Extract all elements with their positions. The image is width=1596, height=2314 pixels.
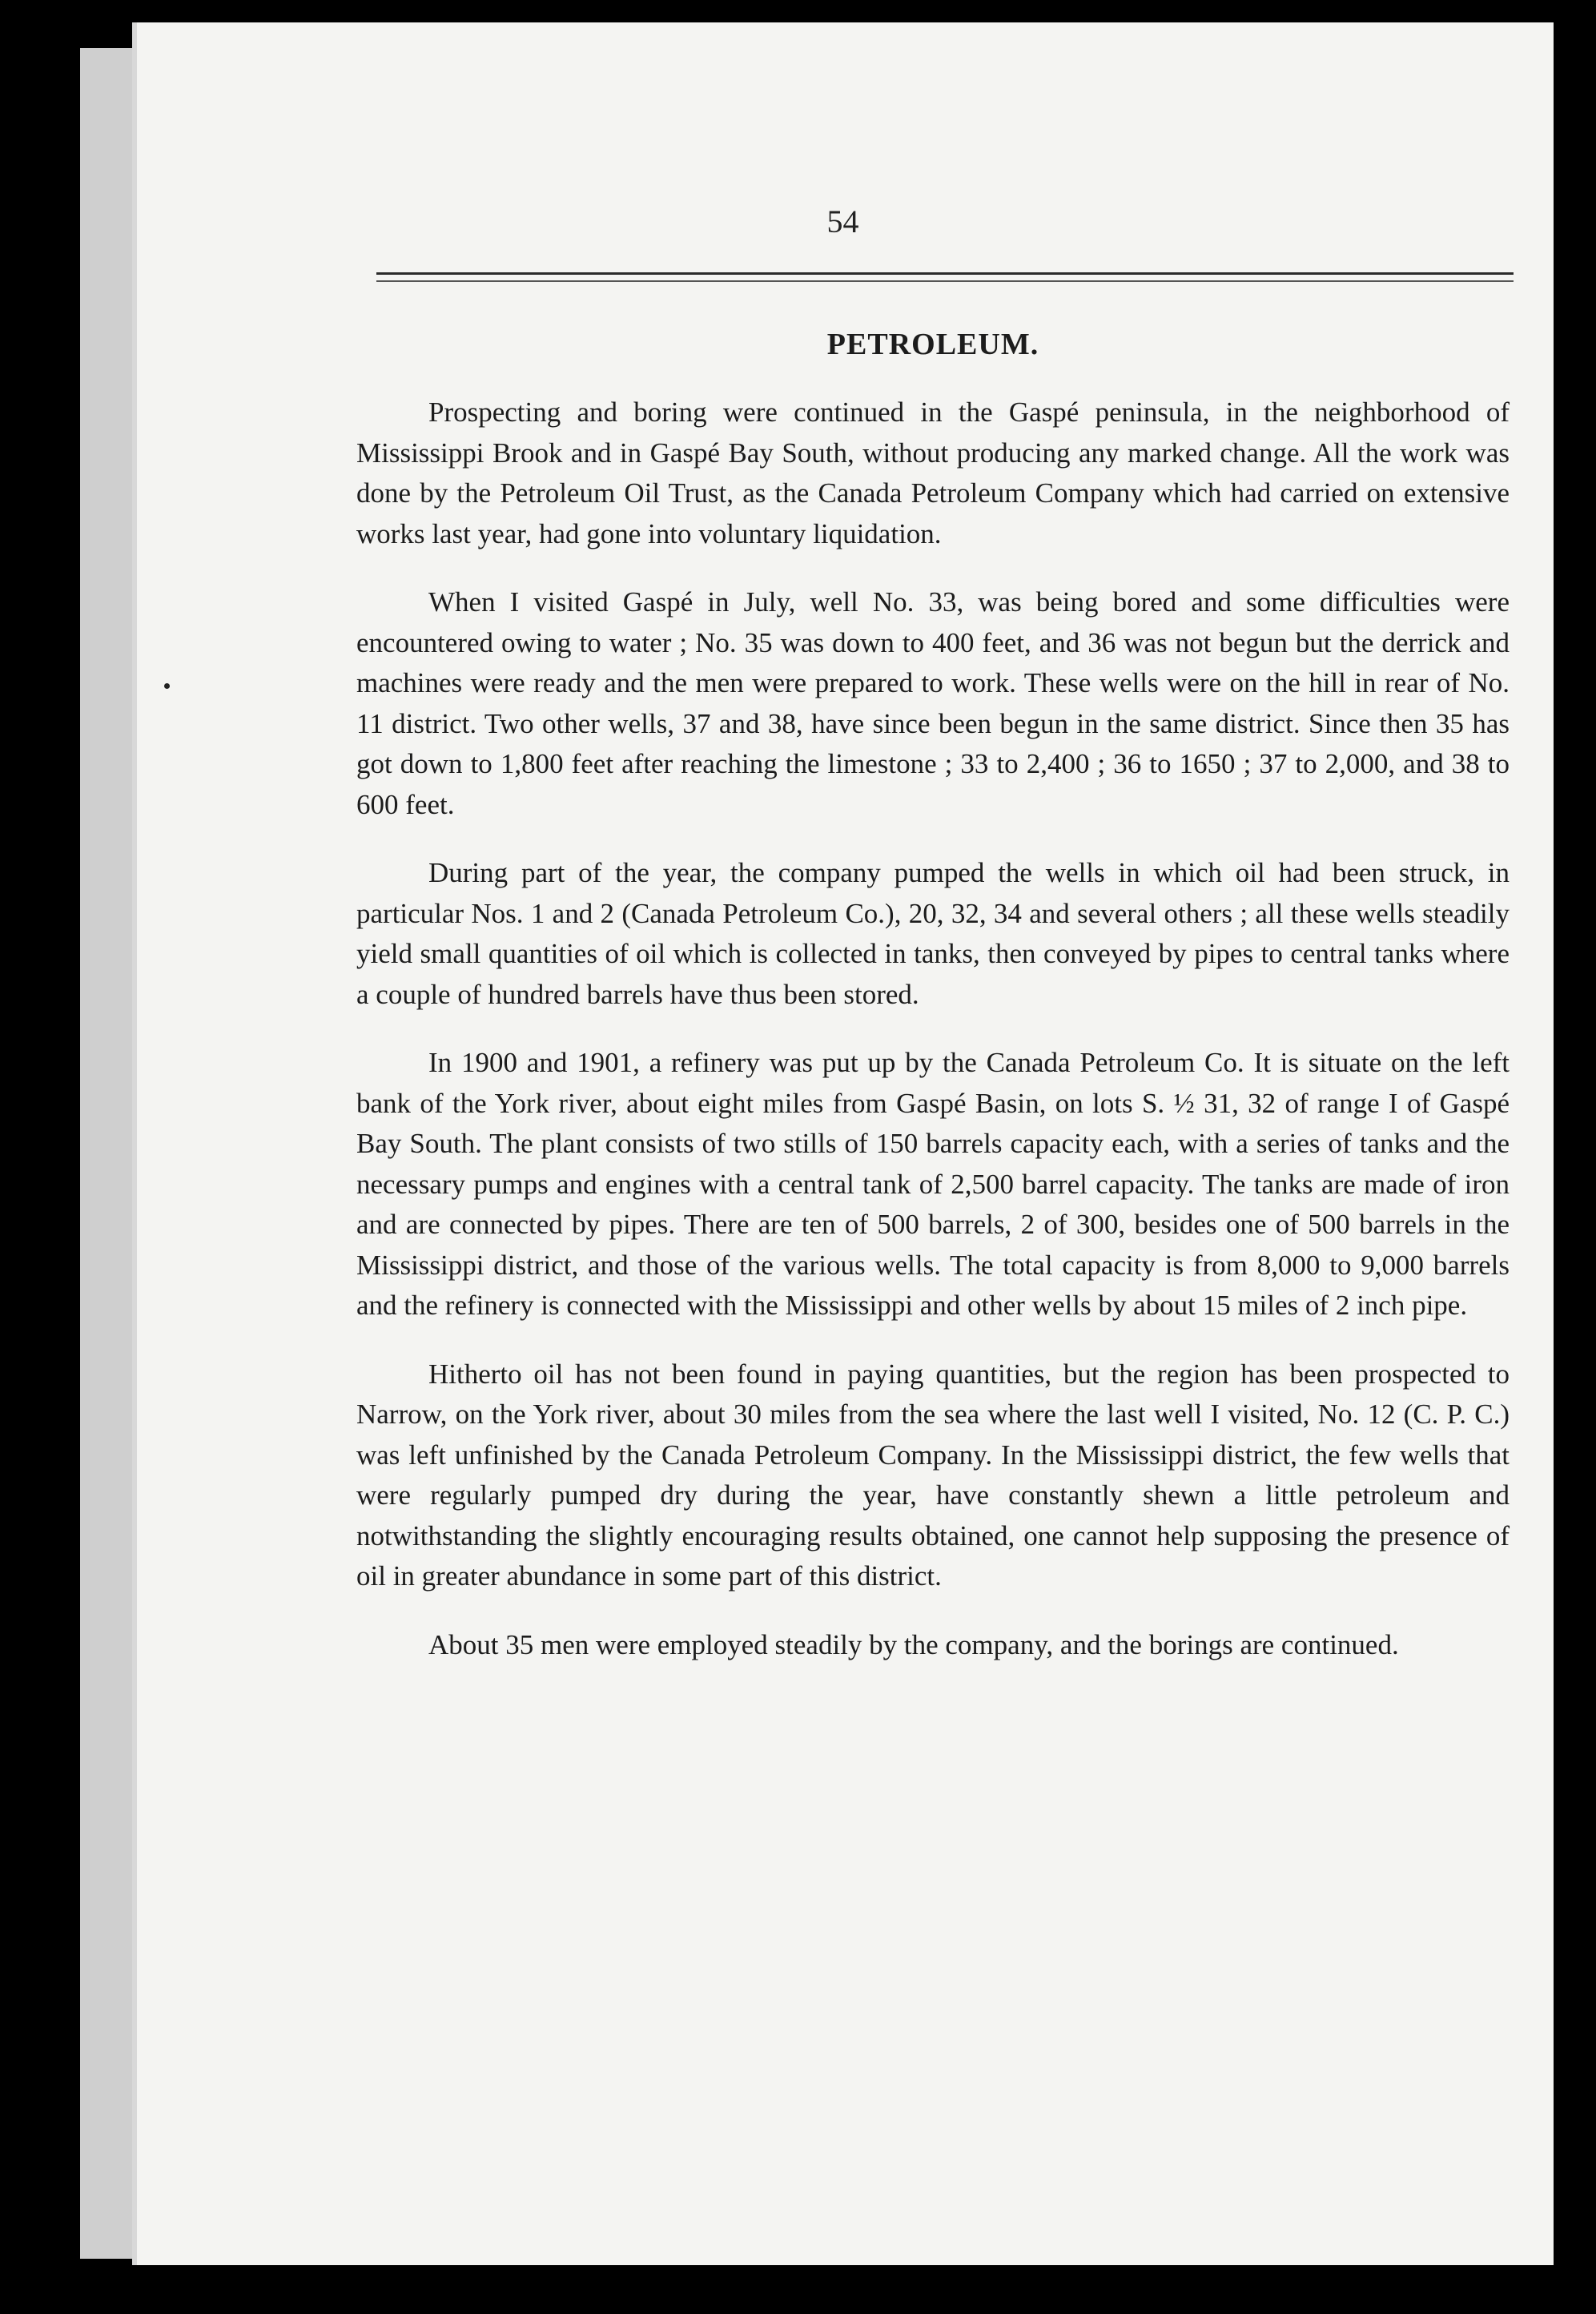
page-number: 54 — [826, 203, 859, 239]
header-rule-secondary — [376, 280, 1514, 282]
section-heading: PETROLEUM. — [826, 328, 1039, 361]
header-rule — [376, 272, 1514, 275]
paragraph-prospecting: Prospecting and boring were continued in the Gaspé peninsula, in the neighborhood of Mississippi Brook and in Gaspé Bay South, without producing any marked change. All the work was done by the Petroleum Oil Trust, as the Canada Petroleum Company which had carried on extensive works last year, had gone into voluntary liquidation. — [356, 396, 1510, 549]
paragraph-gaspe-visit: When I visited Gaspé in July, well No. 33, was being bored and some difficulties were encountered owing to water ; No. 35 was down to 400 feet, and 36 was not begun but the derrick and machines were ready and the men were prepared to work. These wells were on the hill in rear of No. 11 district. Two other wells, 37 and 38, have since been begun in the same district. Since then 35 has got down to 1,800 feet after reaching the limestone ; 33 to 2,400 ; 36 to 1650 ; 37 to 2,000, and 38 to 600 feet. — [356, 586, 1510, 820]
margin-mark — [164, 683, 170, 689]
paragraph-hitherto: Hitherto oil has not been found in paying quantities, but the region has been prospected to Narrow, on the York river, about 30 miles from the sea where the last well I visited, No. 12 (C. P. C.) was left unfinished by the Canada Petroleum Company. In the Mississippi district, the few wells that were regularly pumped dry during the year, have constantly shewn a little petroleum and notwithstanding the slightly encouraging results obtained, one cannot help supposing the presence of oil in greater abundance in some part of this district. — [356, 1358, 1510, 1592]
page-body — [356, 327, 1510, 1693]
paragraph-employment: About 35 men were employed steadily by the company, and the borings are continued. — [428, 1628, 1399, 1660]
paragraph-refinery: In 1900 and 1901, a refinery was put up by the Canada Petroleum Co. It is situate on the left bank of the York river, about eight miles from Gaspé Basin, on lots S. ½ 31, 32 of range I of Gaspé Bay South. The plant consists of two stills of 150 barrels capacity each, with a series of tanks and the necessary pumps and engines with a central tank of 2,500 barrel capacity. The tanks are made of iron and are connected by pipes. There are ten of 500 barrels, 2 of 300, besides one of 500 barrels in the Mississippi district, and those of the various wells. The total capacity is from 8,000 to 9,000 barrels and the refinery is connected with the Mississippi and other wells by about 15 miles of 2 inch pipe. — [356, 1047, 1510, 1321]
paragraph-pumped-wells: During part of the year, the company pumped the wells in which oil had been struck, in particular Nos. 1 and 2 (Canada Petroleum Co.), 20, 32, 34 and several others ; all these wells steadily yield small quantities of oil which is collected in tanks, then conveyed by pipes to central tanks where a couple of hundred barrels have thus been stored. — [356, 857, 1510, 1010]
document-page — [132, 22, 1554, 2265]
